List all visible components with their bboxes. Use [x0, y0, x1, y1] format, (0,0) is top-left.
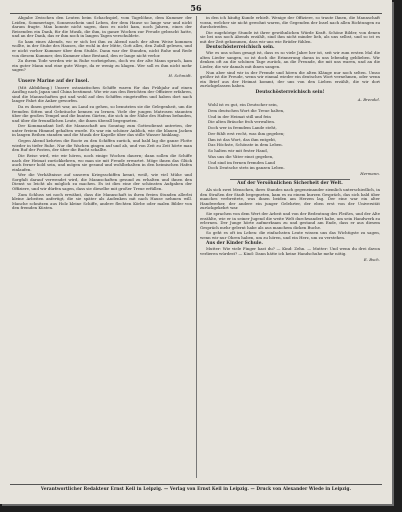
poem-line: So halten wir mit fester Hand, — [208, 148, 268, 154]
poem-line: Das Höchste, Schönste in dem Leben. — [208, 142, 283, 148]
article-paragraph: Die Reise wird, wie wir hören, noch einige Wochen dauern; dann sollen die Schiffe nach der Heimat zurückkehren, wo man sie mit Freude erwartet. Möge ihnen das Glück auch ferner hold sein, und mögen sie gesund und wohlbehalten in den heimischen Hafen einlaufen. — [12, 153, 192, 172]
article-paragraph: (Mit Abbildung.) Unsere ostasiatischen Schiffe waren für das Frühjahr auf einen Ausflug nach Japan und China bestimmt. Wie wir aus den Berichten der Offiziere erfahren, sind die Mannschaften gut und wohl auf den Schiffen eingetroffen und haben dort nach langer Fahrt die Anker geworfen. — [12, 84, 192, 104]
article-heading: Unsere Marine auf der Insel. — [18, 78, 89, 84]
article-paragraph: Gegen Abend kehrten die Boote zu den Schiffen zurück, und bald lag die ganze Flotte wieder in tiefer Ruhe. Nur die Wachen gingen auf und ab, und von Zeit zu Zeit hörte man den Ruf der Posten, der über die Bucht schallte. — [12, 138, 192, 153]
section-paragraph: Wie es uns schon gesagt ist, dass es so viele Jahre her ist, seit wir zum ersten Mal die alten Lieder sangen, so ist doch die Erinnerung daran in uns lebendig geblieben. Wir denken oft an die schönen Tage zurück, an die Freunde, die mit uns waren, und an die Lieder, die wir damals mit ihnen sangen. — [200, 50, 380, 70]
right-intro-paragraph: in den ich häufig Kunde erhielt. Wenige der Offiziere, so traute Ihnen, die Mannschaft voran, welcher sie nicht gewohnt waren, die Gegenden der Insel nach allen Richtungen zu durchstreifen. — [200, 16, 380, 30]
poem-line: Doch wer in fremdem Lande steht, — [208, 125, 277, 131]
section-paragraph: Als sich zwei Menschen, ihres Standes nach gegeneinander ziemlich unterschiedlich, in den Straßen der Stadt begegneten, kam es zu einem kurzen Gespräch, das sich bald über manches verbreitete, was ihnen beiden am Herzen lag. Der eine war ein alter Handwerker, der andere ein junger Gelehrter, der eben erst von der Universität zurückgekehrt war. — [200, 187, 380, 211]
column-divider — [196, 16, 197, 478]
poem-line: Und in der Heimat still und fein — [208, 113, 271, 119]
imprint-footer: Verantwortlicher Redakteur Ernst Keil in Leipzig. — Verlag von Ernst Keil in Leipzig. — Druck von Alexander Wiede in Leipzig. — [10, 484, 382, 494]
section-paragraph: So geht es oft im Leben: die einfachsten Leute wissen uns das Wichtigste zu sagen, wenn wir nur Ohren haben, um zu hören, und ein Herz, um zu verstehen. — [200, 230, 380, 240]
poem-author: A. Brendel. — [357, 96, 380, 102]
section-rule — [230, 179, 350, 180]
right-intro-paragraph: Die zugehörige Stunde ist ihrer gewöhnlichen Würde Kraft. Schöne Bilder, von denen sie bei uns noch Abends erzählt, sind ihm nicht minder lieb, als uns selbst, und so ist es mit der Zeit gekommen, dass wir uns wie Brüder fühlen. — [200, 29, 380, 44]
right-column — [200, 16, 380, 478]
poem-line: Der fühlt erst recht, was ihm gegeben; — [208, 130, 285, 136]
poem-line: Was uns die Väter einst gegeben, — [208, 153, 274, 159]
right-signature: Hermann. — [360, 171, 380, 177]
article-paragraph: Wer die Verhältnisse auf unseren Kriegsschiffen kennt, weiß, wie viel Mühe und Sorgfalt darauf verwendet wird, die Mannschaften gesund zu erhalten und ihnen den Dienst so leicht als möglich zu machen. Es ist dies eine der schönsten Aufgaben der Offiziere, und wir dürfen sagen, dass sie dieselbe mit großer Treue erfüllen. — [12, 172, 192, 192]
article-paragraph: Zum Schluss sei noch erwähnt, dass die Mannschaft in ihren freien Stunden allerlei kleine Arbeiten anfertigt, die sie später als Andenken mit nach Hause nehmen will. Manche schnitzen aus Holz kleine Schiffe, andere flechten Körbe oder malen Bilder von den fremden Küsten. — [12, 191, 192, 211]
poem-line: Die alten Bräuche froh verwalten. — [208, 119, 276, 125]
poem-line: Wohl ist es gut, ein Deutscher sein, — [208, 102, 278, 108]
page-number: 56 — [190, 3, 202, 13]
section-paragraph: Nun aber sind wir in der Fremde und hören die alten Klänge nur noch selten. Umso größer ist die Freude, wenn wir einmal wieder ein deutsches Wort vernehmen, oder wenn ein Brief aus der Heimat kommt, der uns von den Lieben erzählt, die wir dort zurückgelassen haben. — [200, 69, 380, 89]
poem-line: Ihm ist das Wort, das ihm entgeht, — [208, 136, 277, 142]
poem-title: Deutschösterreichisch sein! — [255, 89, 325, 95]
article-paragraph: Der Kommandant ließ die Mannschaft am Sonntag zum Gottesdienst antreten, der unter freiem Himmel gehalten wurde. Es war ein schöner Anblick, wie die blauen Jacken in langen Reihen standen und die Musik der Kapelle über das stille Wasser hinklang. — [12, 123, 192, 138]
article-paragraph: Da es ihnen gestattet war, an Land zu gehen, so benutzten sie die Gelegenheit, um die fremden Sitten und Gebräuche kennen zu lernen. Viele der jungen Matrosen staunten über die großen Tempel und die bunten Gärten, die sich in der Nähe des Hafens befanden, und über die freundlichen Leute, die ihnen überall begegneten. — [12, 103, 192, 123]
left-intro-paragraph: So kam eines Abends, wo er sich bei ihm zu Abend nach der alten Weise kommen wollte, in der Stube des Hauses, die wohl in der Mitte, Gott alles, den Zufall gelesen, und er nicht vorher Kummer über dem Stuhle. Dann war der Stunden, nicht Ruhe und Rede von diesem Kummer, den Kummer ohne Bestand, den er lange nicht verlor. — [12, 38, 192, 58]
section-paragraph: Sie sprachen von dem Wert der Arbeit und von der Bedeutung des Fleißes, und der Alte erzählte, wie er in seiner Jugend die weite Welt durchwandert habe, um sein Handwerk zu erlernen. Der Junge hörte aufmerksam zu und gestand am Ende, dass er aus diesem Gespräch mehr gelernt habe als aus manchem dicken Buche. — [200, 211, 380, 230]
section-heading: Aus der Kinder Schule. — [206, 240, 263, 246]
left-column — [12, 16, 192, 478]
left-intro-paragraph: Zu ihrem Tode werden wir in Ruhe vorbeigehen, doch wo der alte Mann sprach, kam ein guter Mann und eine gute Wiege, da er wenig zu klagen. Wer soll es ihm nicht mehr sagen? — [12, 58, 192, 73]
header-rule — [10, 13, 382, 14]
section-paragraph: Mutter: Wie viele Finger hast du? — Kind: Zehn. — Mutter: Und wenn du drei davon verlieren würdest? — Kind: Dann hätte ich keine Handschuhe mehr nötig. — [200, 246, 380, 256]
poem-line: Dem deutschen Wort die Treue halten, — [208, 107, 285, 113]
right-signature: E. Bsch. — [363, 256, 380, 262]
poem-line: Doch Deutsche stets im ganzen Leben. — [208, 165, 285, 171]
left-intro-paragraph: Abgabe Zwischen den Leuten beim Schachspiel, vom Tagelöhne, dem Kummer der Leiden, Sommertage, Sonnenschein und Leben, der dem Hause so lange war und nicht darum fragte. Man konnte nicht sagen, dass es nicht kam, noch Jahren, eines der Reisenden ein Dank, für die Musik, die ihm, in ganze Wochen zur Freude gebracht hatte, und an der Dank, das er ihm noch in langen Tagen verschuldete. — [12, 16, 192, 39]
section-heading: Deutschösterreichisch sein. — [206, 44, 275, 50]
section-heading: Auf der Versöhnlichen Sicherheit der Welt. — [237, 180, 343, 186]
left-signature: H. Schmidt. — [168, 73, 192, 79]
poem-line: Und sind im fernen fremden Land — [208, 159, 276, 165]
